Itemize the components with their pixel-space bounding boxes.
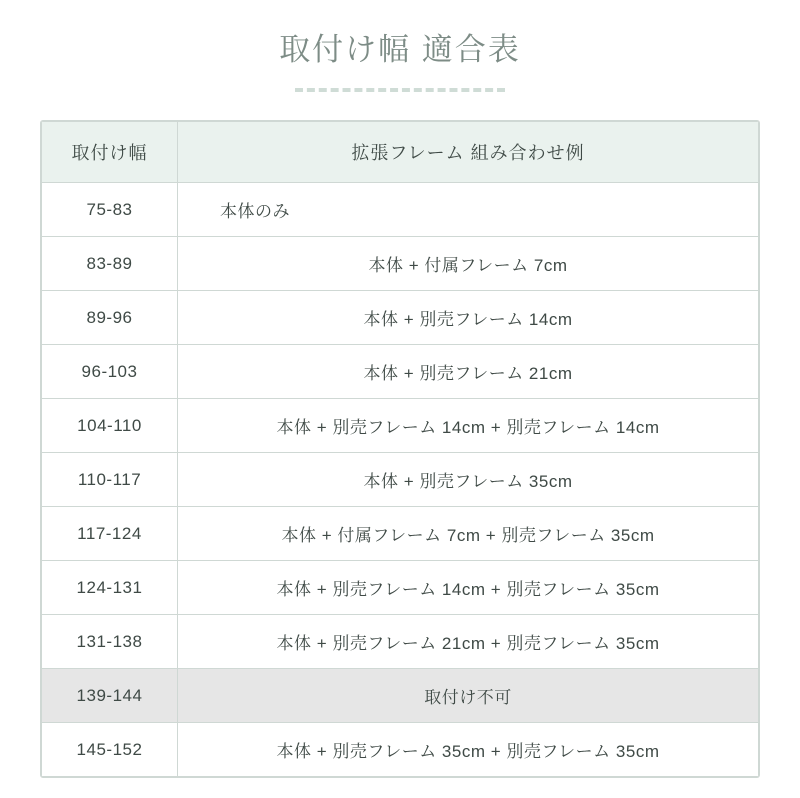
table-row xyxy=(42,669,759,723)
cell-frame-combination: 本体 + 付属フレーム 7cm + 別売フレーム 35cm xyxy=(178,507,759,561)
table-row xyxy=(42,561,759,615)
page-title: 取付け幅 適合表 xyxy=(279,32,521,67)
cell-install-width: 96-103 xyxy=(42,345,178,399)
cell-install-width: 124-131 xyxy=(42,561,178,615)
cell-install-width: 110-117 xyxy=(42,453,178,507)
cell-frame-combination: 本体 + 別売フレーム 14cm + 別売フレーム 35cm xyxy=(178,561,759,615)
cell-frame-combination: 取付け不可 xyxy=(178,669,759,723)
cell-install-width: 75-83 xyxy=(42,183,178,237)
table-row xyxy=(42,507,759,561)
cell-install-width: 83-89 xyxy=(42,237,178,291)
cell-install-width: 139-144 xyxy=(42,669,178,723)
cell-frame-combination: 本体 + 別売フレーム 14cm xyxy=(178,291,759,345)
cell-frame-combination: 本体 + 別売フレーム 14cm + 別売フレーム 14cm xyxy=(178,399,759,453)
compatibility-table-wrapper xyxy=(40,120,760,778)
cell-frame-combination: 本体 + 別売フレーム 35cm xyxy=(178,453,759,507)
table-row xyxy=(42,183,759,237)
cell-frame-combination: 本体のみ xyxy=(178,183,759,237)
header-install-width: 取付け幅 xyxy=(42,122,178,183)
cell-install-width: 104-110 xyxy=(42,399,178,453)
table-header-row xyxy=(42,122,759,183)
cell-frame-combination: 本体 + 別売フレーム 35cm + 別売フレーム 35cm xyxy=(178,723,759,777)
table-body xyxy=(42,183,759,777)
compatibility-table xyxy=(41,121,759,777)
cell-install-width: 117-124 xyxy=(42,507,178,561)
title-divider xyxy=(295,88,505,92)
table-row xyxy=(42,615,759,669)
table-row xyxy=(42,723,759,777)
cell-frame-combination: 本体 + 別売フレーム 21cm + 別売フレーム 35cm xyxy=(178,615,759,669)
table-row xyxy=(42,399,759,453)
table-row xyxy=(42,291,759,345)
cell-install-width: 145-152 xyxy=(42,723,178,777)
table-row xyxy=(42,453,759,507)
cell-install-width: 89-96 xyxy=(42,291,178,345)
cell-frame-combination: 本体 + 別売フレーム 21cm xyxy=(178,345,759,399)
cell-frame-combination: 本体 + 付属フレーム 7cm xyxy=(178,237,759,291)
table-head xyxy=(42,122,759,183)
corner-decoration-bottom-right xyxy=(764,762,790,788)
table-row xyxy=(42,237,759,291)
table-row xyxy=(42,345,759,399)
cell-install-width: 131-138 xyxy=(42,615,178,669)
header-frame-combination: 拡張フレーム 組み合わせ例 xyxy=(178,122,759,183)
